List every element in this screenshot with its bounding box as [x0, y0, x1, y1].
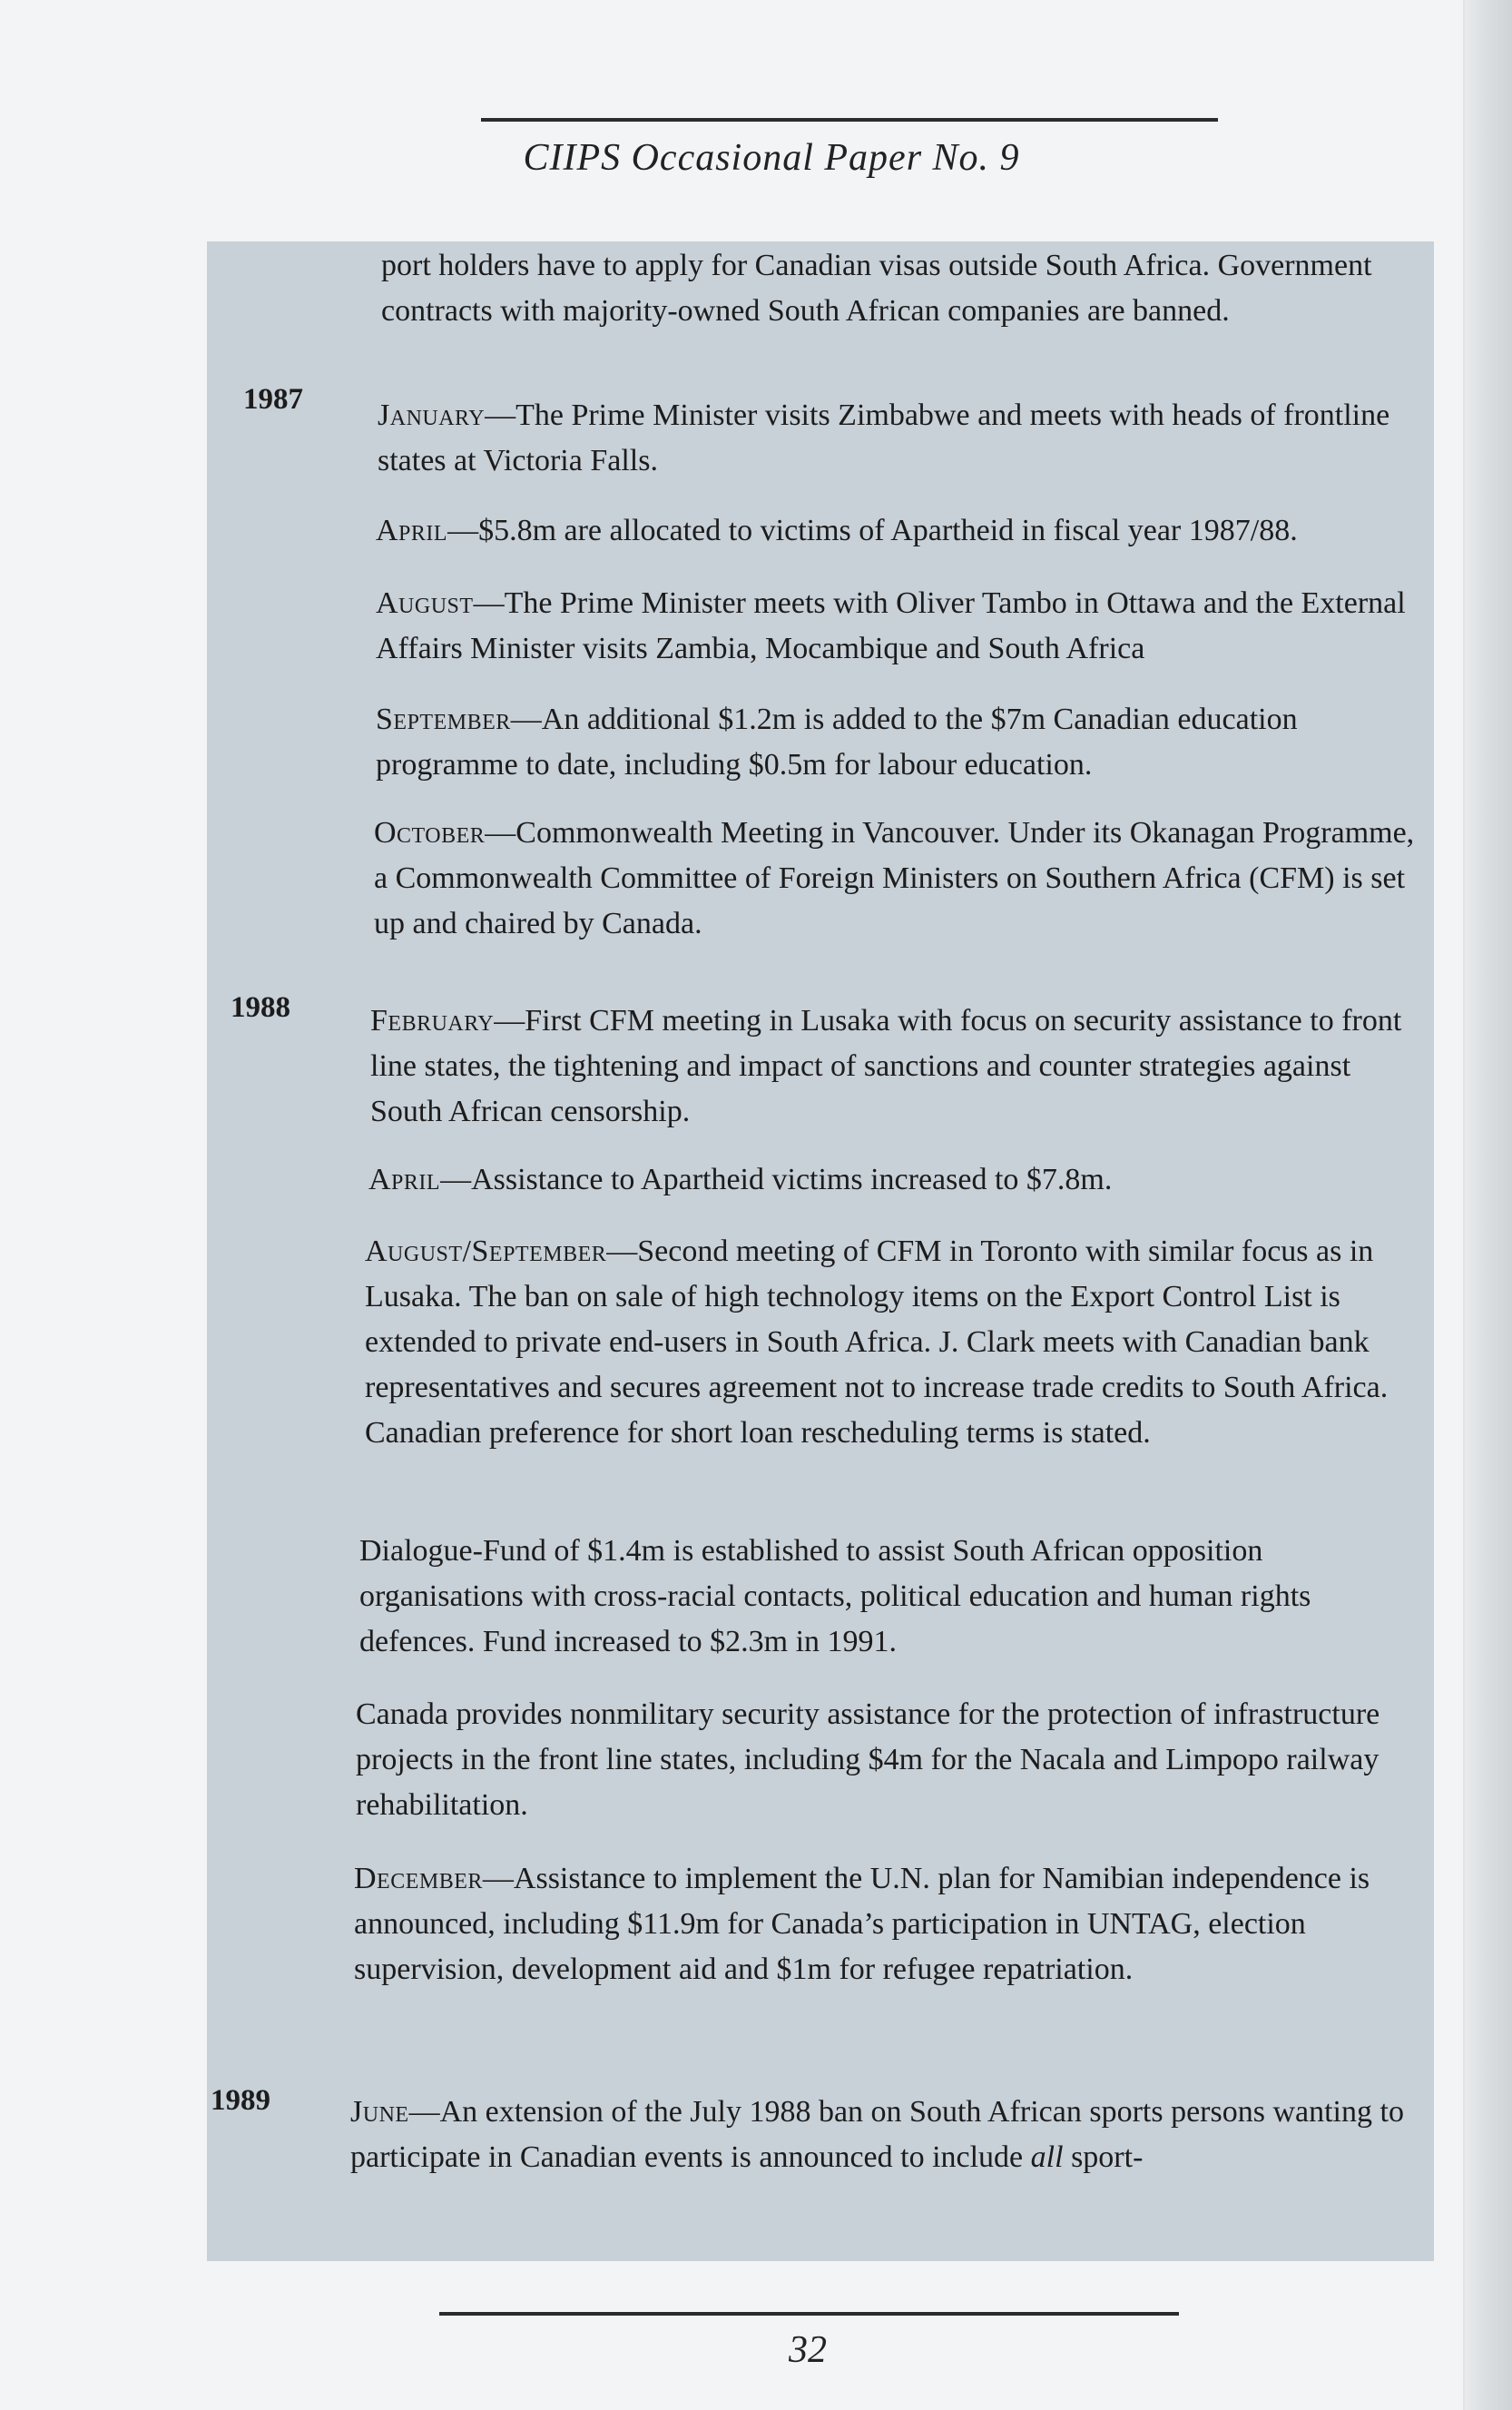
running-header: CIIPS Occasional Paper No. 9 — [523, 137, 1020, 179]
timeline-entry — [359, 1529, 1421, 1665]
timeline-entry — [350, 2090, 1417, 2180]
footer-rule — [439, 2312, 1179, 2316]
month-label: February — [370, 1004, 495, 1038]
month-label: October — [374, 816, 486, 850]
month-label: September — [376, 703, 511, 736]
timeline-entry — [368, 1157, 1421, 1203]
year-label: 1987 — [243, 383, 303, 416]
timeline-entry — [365, 1229, 1422, 1456]
month-label: August — [376, 586, 474, 620]
entry-text: —An extension of the July 1988 ban on South African sports persons wanting to participate in Canadian events is announced to include — [350, 2095, 1404, 2174]
timeline-entry — [376, 581, 1419, 672]
month-label: April — [368, 1163, 441, 1196]
timeline-entry — [354, 1856, 1411, 1992]
month-label: December — [354, 1862, 483, 1895]
timeline-entry — [376, 697, 1419, 788]
emphasis-text: all — [1030, 2140, 1064, 2174]
timeline-entry — [374, 811, 1427, 947]
timeline-entry — [370, 998, 1428, 1135]
month-label: January — [378, 398, 486, 432]
timeline-entry — [378, 393, 1421, 484]
entry-text: —$5.8m are allocated to victims of Apartheid in fiscal year 1987/88. — [447, 514, 1298, 547]
entry-text: —An additional $1.2m is added to the $7m Canadian education programme to date, including $0.5m for labour education. — [376, 703, 1298, 782]
entry-text: —The Prime Minister meets with Oliver Tambo in Ottawa and the External Affairs Minister visits Zambia, Mocambique and South Africa — [376, 586, 1406, 665]
header-rule — [481, 118, 1218, 122]
month-label: April — [376, 514, 448, 547]
page-number: 32 — [789, 2329, 827, 2371]
year-label: 1988 — [231, 991, 290, 1024]
month-label: June — [350, 2095, 409, 2129]
entry-text: —Assistance to Apartheid victims increased to $7.8m. — [440, 1163, 1113, 1196]
entry-text: Dialogue-Fund of $1.4m is established to assist South African opposition organisations with cross-racial contacts, political education and human rights defences. Fund increased to $2.3m in 1991. — [359, 1534, 1311, 1658]
entry-text: —Assistance to implement the U.N. plan for Namibian independence is announced, including $11.9m for Canada’s participation in UNTAG, election supervision, development aid and $1m for refugee repatriation. — [354, 1862, 1370, 1986]
entry-text: —Second meeting of CFM in Toronto with similar focus as in Lusaka. The ban on sale of high technology items on the Export Control List is extended to private end-users in South Africa. J. Clark meets with Canadian bank representatives and secures agreement not to increase trade credits to South Africa. Canadian preference for short loan rescheduling terms is stated. — [365, 1235, 1389, 1450]
entry-text: port holders have to apply for Canadian visas outside South Africa. Government contracts with majority-owned South African companies are banned. — [381, 249, 1372, 328]
entry-text-tail: sport- — [1063, 2140, 1144, 2174]
entry-text: —The Prime Minister visits Zimbabwe and meets with heads of frontline states at Victoria Falls. — [378, 398, 1390, 477]
timeline-entry — [376, 508, 1447, 554]
page-edge-shadow — [1463, 0, 1512, 2410]
timeline-entry — [356, 1692, 1399, 1828]
timeline-entry — [381, 243, 1425, 334]
year-label: 1989 — [211, 2084, 270, 2117]
entry-text: —Commonwealth Meeting in Vancouver. Under its Okanagan Programme, a Commonwealth Committee of Foreign Ministers on Southern Africa (CFM) is set up and chaired by Canada. — [374, 816, 1415, 940]
month-label: August/September — [365, 1235, 607, 1268]
entry-text: Canada provides nonmilitary security assistance for the protection of infrastructure projects in the front line states, including $4m for the Nacala and Limpopo railway rehabilitation. — [356, 1697, 1380, 1822]
entry-text: —First CFM meeting in Lusaka with focus on security assistance to front line states, the tightening and impact of sanctions and counter strategies against South African censorship. — [370, 1004, 1402, 1128]
